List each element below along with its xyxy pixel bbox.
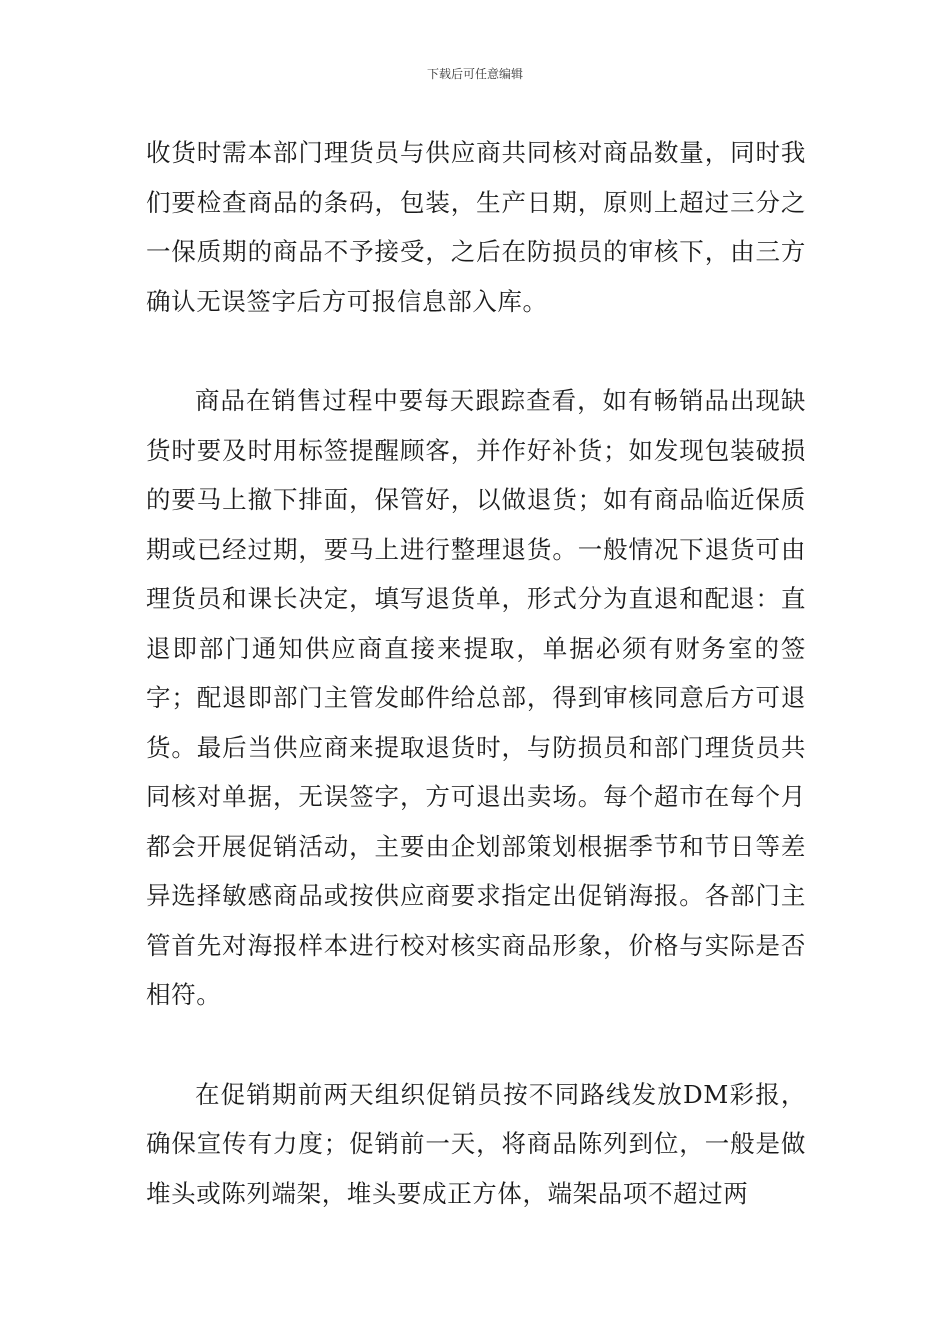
paragraph-promotion: 在促销期前两天组织促销员按不同路线发放DM彩报，确保宣传有力度；促销前一天，将商品陈列到位，一般是做堆头或陈列端架，堆头要成正方体，端架品项不超过两 — [146, 1079, 806, 1208]
body-text — [146, 128, 806, 1218]
paragraph-sales-returns: 商品在销售过程中要每天跟踪查看，如有畅销品出现缺货时要及时用标签提醒顾客，并作好补货；如发现包装破损的要马上撤下排面，保管好，以做退货；如有商品临近保质期或已经过期，要马上进行整理退货。一般情况下退货可由理货员和课长决定，填写退货单，形式分为直退和配退：直退即部门通知供应商直接来提取，单据必须有财务室的签字；配退即部门主管发邮件给总部，得到审核同意后方可退货。最后当供应商来提取退货时，与防损员和部门理货员共同核对单据，无误签字，方可退出卖场。每个超市在每个月都会开展促销活动，主要由企划部策划根据季节和节日等差异选择敏感商品或按供应商要求指定出促销海报。各部门主管首先对海报样本进行校对核实商品形象，价格与实际是否相符。 — [146, 386, 806, 1009]
page-header: 下载后可任意编辑 — [426, 67, 523, 81]
paragraph-receiving: 收货时需本部门理货员与供应商共同核对商品数量，同时我们要检查商品的条码，包装，生产日期，原则上超过三分之一保质期的商品不予接受，之后在防损员的审核下，由三方确认无误签字后方可报信息部入库。 — [146, 138, 806, 316]
